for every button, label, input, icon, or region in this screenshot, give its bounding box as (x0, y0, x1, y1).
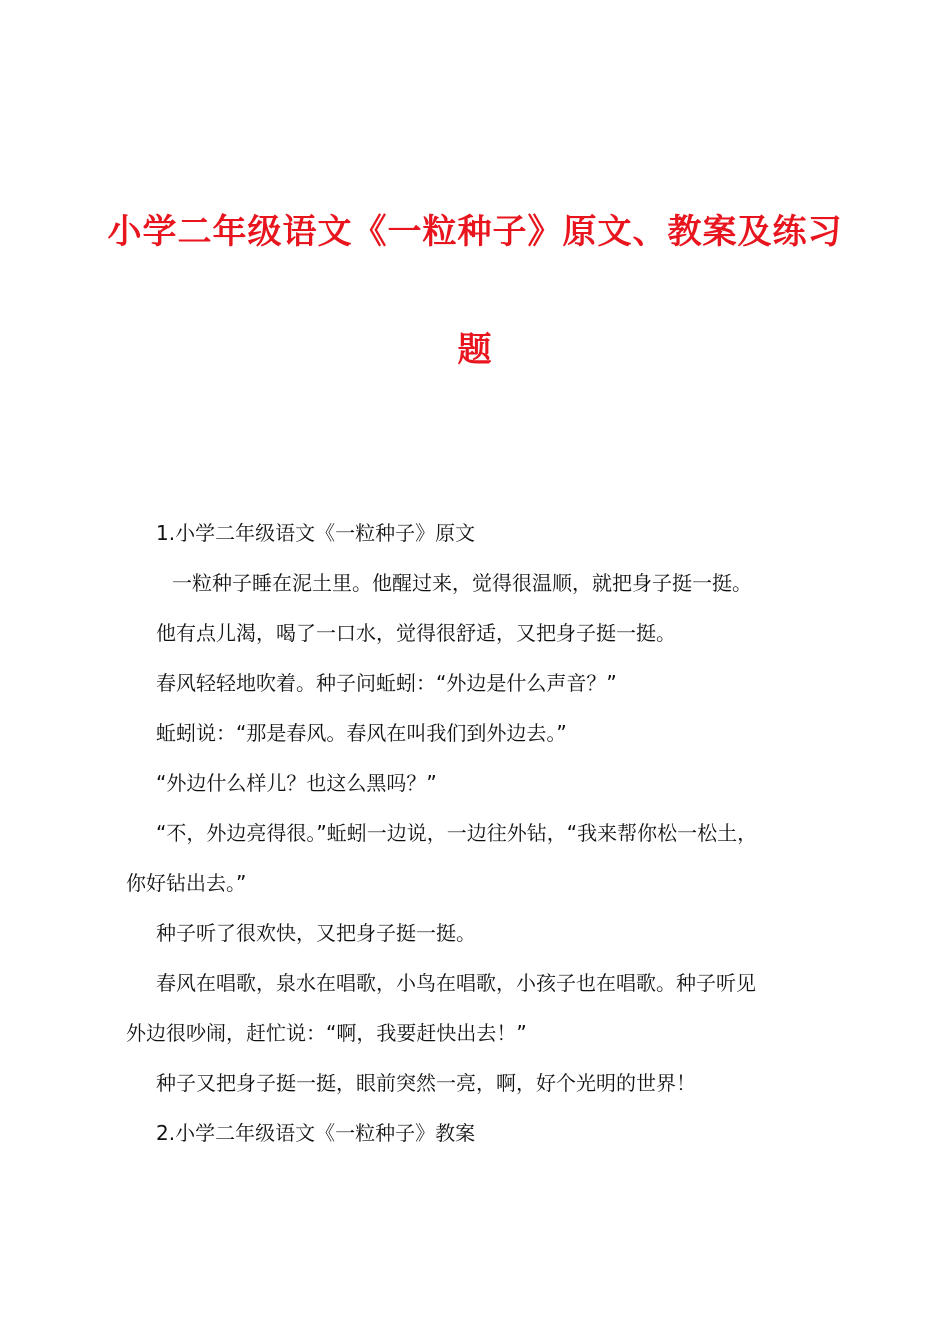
paragraph (126, 1058, 838, 1108)
paragraph (126, 558, 838, 608)
paragraph-line: “不，外边亮得很。”蚯蚓一边说，一边往外钻，“我来帮你松一松土， (156, 821, 758, 845)
paragraph (126, 808, 838, 908)
paragraph (126, 658, 838, 708)
document-title-line-1: 小学二年级语文《一粒种子》原文、教案及练习 (107, 212, 843, 252)
paragraph-line: “外边什么样儿？也这么黑吗？” (156, 771, 437, 795)
document-title-line-2: 题 (457, 330, 493, 370)
paragraph (126, 758, 838, 808)
paragraph (126, 958, 838, 1058)
paragraph-line: 蚯蚓说：“那是春风。春风在叫我们到外边去。” (156, 721, 567, 745)
paragraph-line: 春风轻轻地吹着。种子问蚯蚓：“外边是什么声音？” (156, 671, 617, 695)
paragraph-line: 你好钻出去。” (126, 871, 247, 895)
paragraph-line: 一粒种子睡在泥土里。他醒过来，觉得很温顺，就把身子挺一挺。 (172, 571, 752, 595)
paragraph-line: 种子听了很欢快，又把身子挺一挺。 (156, 921, 476, 945)
paragraph-line: 2.小学二年级语文《一粒种子》教案 (156, 1121, 476, 1145)
section-heading-1 (126, 508, 838, 558)
section-heading-2 (126, 1108, 838, 1158)
document-body (126, 508, 838, 1158)
paragraph-line: 他有点儿渴，喝了一口水，觉得很舒适，又把身子挺一挺。 (156, 621, 676, 645)
paragraph (126, 708, 838, 758)
paragraph-line: 种子又把身子挺一挺，眼前突然一亮，啊，好个光明的世界！ (156, 1071, 696, 1095)
paragraph (126, 908, 838, 958)
paragraph-line: 外边很吵闹，赶忙说：“啊，我要赶快出去！” (126, 1021, 527, 1045)
paragraph-line: 春风在唱歌，泉水在唱歌，小鸟在唱歌，小孩子也在唱歌。种子听见 (156, 971, 756, 995)
paragraph-line: 1.小学二年级语文《一粒种子》原文 (156, 521, 476, 545)
paragraph (126, 608, 838, 658)
